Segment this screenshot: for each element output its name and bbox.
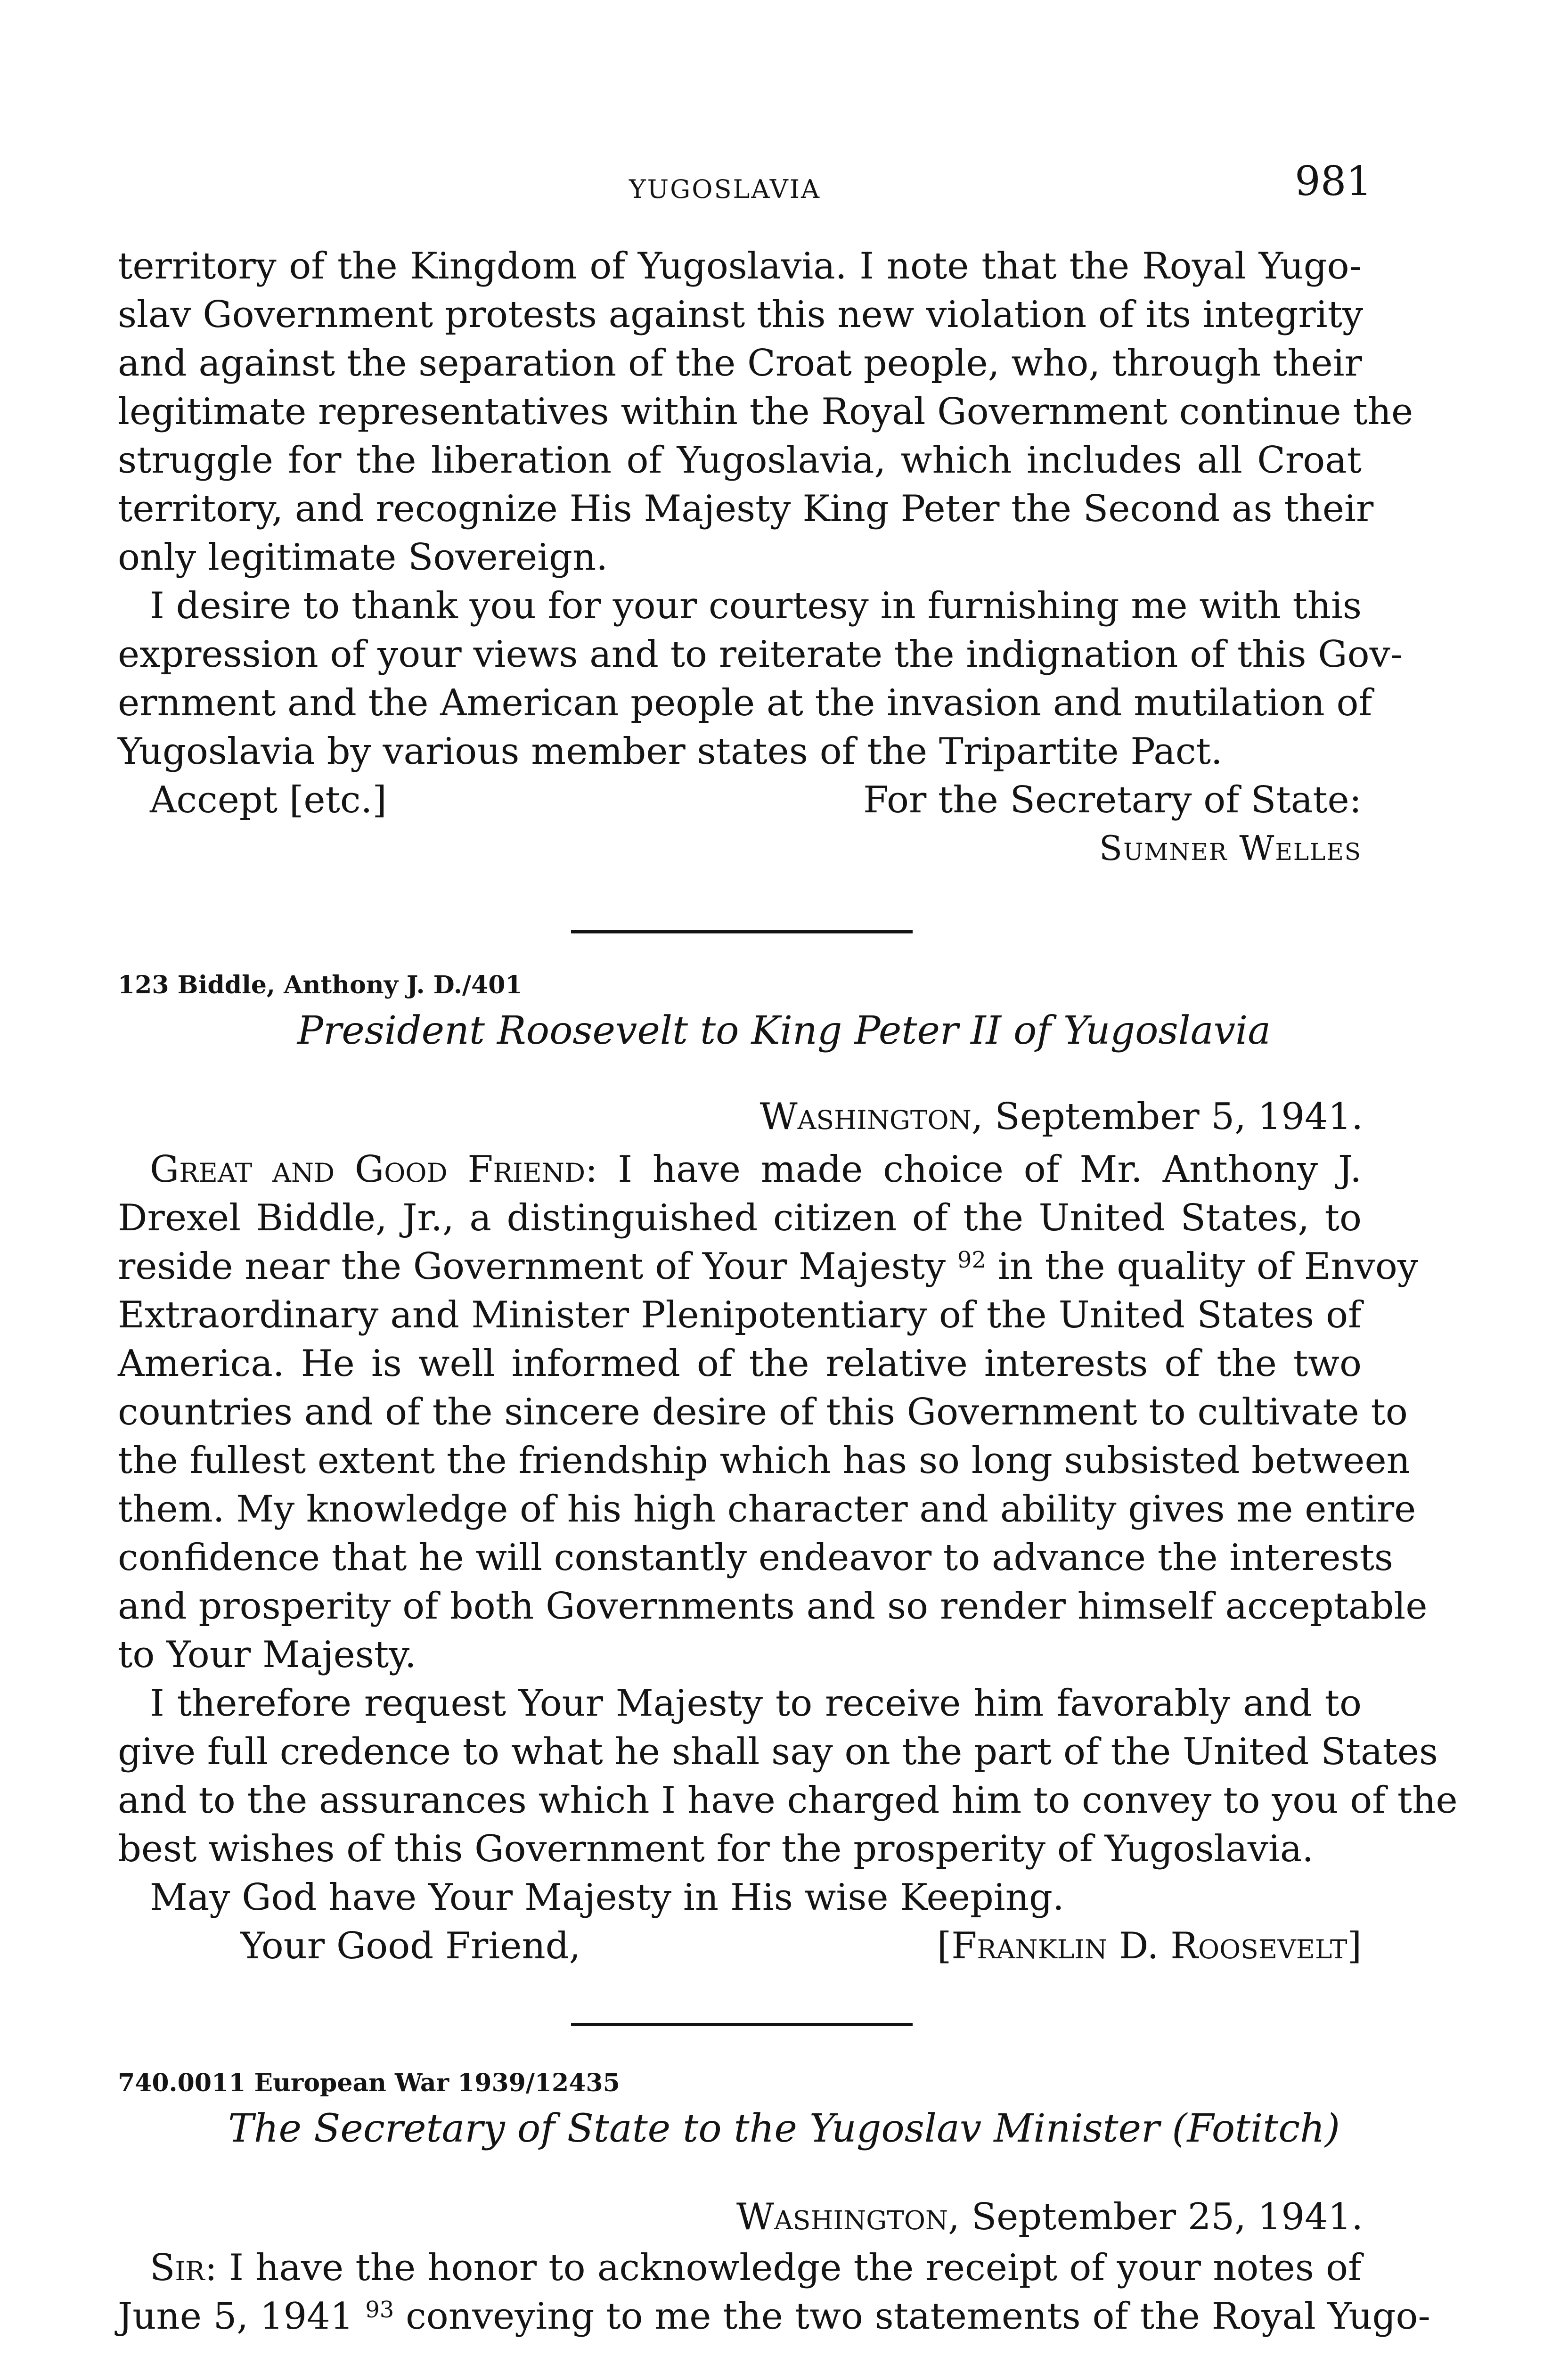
text-line [118,2293,1430,2340]
text-line: ernment and the American people at the invasion and mutilation of [118,682,1372,724]
text-line: only legitimate Sovereign. [118,536,608,579]
text-line: Drexel Biddle, Jr., a distinguished citizen of the United States, to [118,1197,1362,1239]
text-line: the fullest extent the friendship which has so long subsisted between [118,1440,1410,1482]
text-line: struggle for the liberation of Yugoslavia, which includes all Croat [118,439,1362,482]
dateline [736,2196,1363,2238]
running-title: YUGOSLAVIA [629,174,821,204]
text-line: countries and of the sincere desire of this Government to cultivate to [118,1391,1408,1433]
dateline-date: September 5, 1941. [995,1096,1363,1138]
text-line: best wishes of this Government for the prosperity of Yugoslavia. [118,1828,1314,1870]
signature: Sumner Welles [1099,828,1362,868]
text-segment: I have made choice of Mr. Anthony J. [618,1148,1362,1191]
text-line: Extraordinary and Minister Plenipotentiary of the United States of [118,1294,1362,1336]
text-line: I desire to thank you for your courtesy in furnishing me with this [150,585,1362,627]
text-line: Yugoslavia by various member states of the Tripartite Pact. [118,730,1223,773]
sign-for: For the Secretary of State: [863,779,1362,821]
footnote-reference: 92 [957,1247,986,1273]
footnote-reference: 93 [365,2297,394,2323]
page-number: 981 [1295,158,1372,205]
dateline-date: September 25, 1941. [971,2196,1363,2238]
text-line: slav Government protests against this new violation of its integrity [118,294,1364,336]
text-line [150,1146,1362,1193]
text-line: territory of the Kingdom of Yugoslavia. I note that the Royal Yugo- [118,245,1362,287]
text-segment: reside near the Government of Your Majesty [118,1245,946,1288]
text-line: territory, and recognize His Majesty King Peter the Second as their [118,488,1374,530]
closing-text: Accept [etc.] [150,779,387,821]
section-divider [571,930,913,933]
dateline [760,1096,1364,1138]
document-title: The Secretary of State to the Yugoslav Minister (Fotitch) [228,2106,1340,2151]
dateline-place: Washington, [760,1096,983,1138]
file-number: 740.0011 European War 1939/12435 [118,2069,620,2097]
closing-text: Your Good Friend, [240,1925,581,1967]
text-line: I therefore request Your Majesty to receive him favorably and to [150,1682,1362,1725]
dateline-place: Washington, [736,2196,960,2238]
document-title: President Roosevelt to King Peter II of Yugoslavia [297,1008,1271,1053]
text-line: America. He is well informed of the relative interests of the two [118,1342,1362,1385]
text-line: expression of your views and to reiterate the indignation of this Gov- [118,633,1403,676]
text-line: and against the separation of the Croat people, who, through their [118,342,1362,384]
text-segment: in the quality of Envoy [997,1245,1418,1288]
section-divider [571,2023,913,2026]
text-line: to Your Majesty. [118,1634,416,1676]
text-line: and to the assurances which I have charged him to convey to you of the [118,1779,1458,1822]
text-line: give full credence to what he shall say on the part of the United States [118,1731,1438,1773]
text-line: confidence that he will constantly endeavor to advance the interests [118,1537,1393,1579]
text-line: and prosperity of both Governments and so render himself acceptable [118,1585,1428,1628]
text-line: them. My knowledge of his high character and ability gives me entire [118,1488,1416,1530]
text-line: May God have Your Majesty in His wise Keeping. [150,1876,1064,1919]
salutation: Great and Good Friend: [150,1148,598,1191]
text-segment: conveying to me the two statements of the Royal Yugo- [406,2295,1430,2338]
file-number: 123 Biddle, Anthony J. D./401 [118,971,523,999]
salutation: Sir: [150,2247,217,2289]
text-line [150,2244,1362,2291]
text-line [118,1243,1418,1290]
signature: [Franklin D. Roosevelt] [937,1925,1362,1967]
text-segment: I have the honor to acknowledge the receipt of your notes of [229,2247,1362,2289]
text-segment: June 5, 1941 [118,2295,354,2338]
text-line: legitimate representatives within the Royal Government continue the [118,391,1413,433]
